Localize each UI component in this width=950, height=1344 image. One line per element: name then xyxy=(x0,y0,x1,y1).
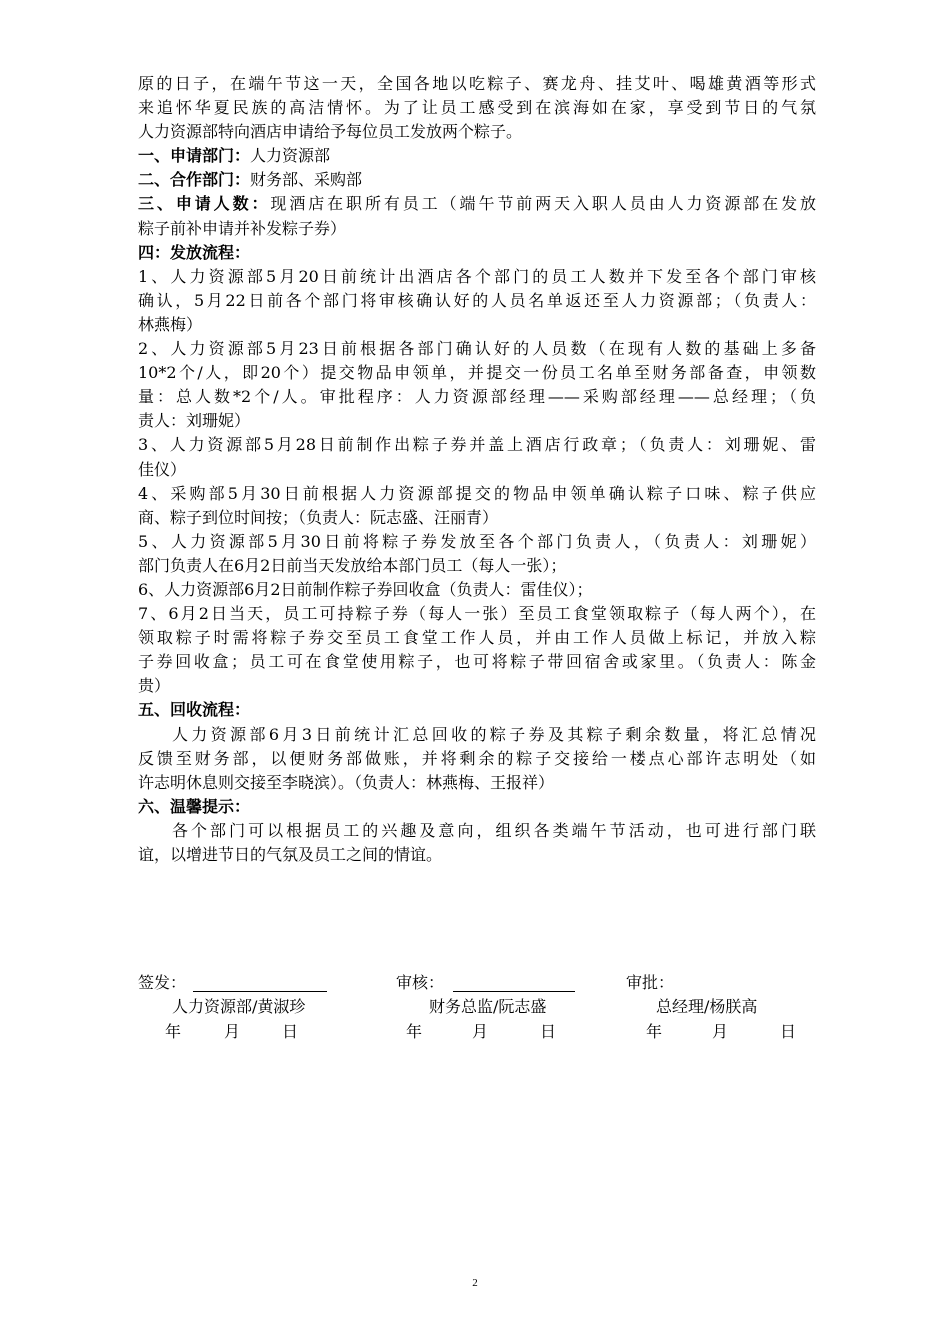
date-year: 年 xyxy=(165,1022,182,1041)
section-heading: 三、申请人数： xyxy=(138,194,271,214)
tip-line: 各个部门可以根据员工的兴趣及意向，组织各类端午节活动，也可进行部门联 xyxy=(172,820,816,840)
process-line: 商、粽子到位时间按；（负责人：阮志盛、汪丽青） xyxy=(138,507,499,527)
process-line: 5、人力资源部5月30日前将粽子券发放至各个部门负责人，（负责人：刘珊妮） xyxy=(138,531,816,551)
section-apply-count xyxy=(138,192,816,216)
issue-signature-line xyxy=(193,991,327,992)
process-line: 确认，5月22日前各个部门将审核确认好的人员名单返还至人力资源部；（负责人： xyxy=(138,290,816,310)
process-line: 子券回收盒；员工可在食堂使用粽子，也可将粽子带回宿舍或家里。（负责人：陈金 xyxy=(138,652,816,672)
section-text: 人力资源部 xyxy=(250,146,331,166)
section-heading: 一、申请部门： xyxy=(138,146,251,166)
recovery-line: 人力资源部6月3日前统计汇总回收的粽子券及其粽子剩余数量，将汇总情况 xyxy=(172,724,816,744)
tip-line: 谊，以增进节日的气氛及员工之间的情谊。 xyxy=(138,845,443,864)
date-day: 日 xyxy=(780,1022,797,1041)
date-month: 月 xyxy=(224,1022,241,1041)
process-line: 6、人力资源部6月2日前制作粽子券回收盒（负责人：雷佳仪）； xyxy=(138,579,593,599)
process-line: 7、6月2日当天，员工可持粽子券（每人一张）至员工食堂领取粽子（每人两个），在 xyxy=(138,604,816,624)
process-line: 2、人力资源部5月23日前根据各部门确认好的人员数（在现有人数的基础上多备 xyxy=(138,339,816,359)
process-line: 领取粽子时需将粽子券交至员工食堂工作人员，并由工作人员做上标记，并放入粽 xyxy=(138,628,816,648)
section-heading: 六、温馨提示： xyxy=(138,796,251,816)
document-body xyxy=(138,72,816,867)
date-month: 月 xyxy=(472,1022,489,1041)
date-month: 月 xyxy=(712,1022,729,1041)
issue-label: 签发： xyxy=(138,973,187,992)
process-line: 4、采购部5月30日前根据人力资源部提交的物品申领单确认粽子口味、粽子供应 xyxy=(138,483,816,503)
process-line: 佳仪） xyxy=(138,459,187,479)
process-line: 责人：刘珊妮） xyxy=(138,411,251,431)
process-line: 3、人力资源部5月28日前制作出粽子券并盖上酒店行政章；（负责人：刘珊妮、雷 xyxy=(138,435,816,455)
process-line: 林燕梅） xyxy=(138,314,203,334)
process-line: 1、人力资源部5月20日前统计出酒店各个部门的员工人数并下发至各个部门审核 xyxy=(138,266,816,286)
date-day: 日 xyxy=(282,1022,299,1041)
process-line: 量：总人数*2个/人。审批程序：人力资源部经理——采购部经理——总经理；（负 xyxy=(138,387,816,407)
section-text: 现酒店在职所有员工（端午节前两天入职人员由人力资源部在发放 xyxy=(270,194,816,214)
recovery-line: 许志明休息则交接至李晓滨）。（负责人：林燕梅、王报祥） xyxy=(138,772,555,792)
date-year: 年 xyxy=(646,1022,663,1041)
section-coop-dept xyxy=(138,168,816,192)
approve-label: 审批： xyxy=(626,973,675,992)
date-day: 日 xyxy=(540,1022,557,1041)
recovery-line: 反馈至财务部，以便财务部做账，并将剩余的粽子交接给一楼点心部许志明处（如 xyxy=(138,748,816,768)
intro-line: 原的日子，在端午节这一天，全国各地以吃粽子、赛龙舟、挂艾叶、喝雄黄酒等形式 xyxy=(138,74,816,93)
intro-line: 人力资源部特向酒店申请给予每位员工发放两个粽子。 xyxy=(138,122,523,142)
page-number: 2 xyxy=(472,1277,478,1289)
intro-line: 来追怀华夏民族的高洁情怀。为了让员工感受到在滨海如在家，享受到节日的气氛 xyxy=(138,98,816,118)
process-line: 部门负责人在6月2日前当天发放给本部门员工（每人一张）； xyxy=(138,555,567,575)
date-year: 年 xyxy=(406,1022,423,1041)
process-line: 10*2个/人，即20个）提交物品申领单，并提交一份员工名单至财务部备查，申领数 xyxy=(138,363,816,383)
section-text: 财务部、采购部 xyxy=(250,170,363,190)
review-signer: 财务总监/阮志盛 xyxy=(429,997,547,1016)
process-line: 贵） xyxy=(138,676,171,696)
section-heading: 四：发放流程： xyxy=(138,242,251,262)
approve-signer: 总经理/杨朕高 xyxy=(656,997,758,1016)
section-heading: 二、合作部门： xyxy=(138,170,251,190)
section-text-line: 粽子前补申请并补发粽子券） xyxy=(138,218,347,238)
review-label: 审核： xyxy=(396,973,445,992)
section-apply-dept xyxy=(138,144,816,168)
section-heading: 五、回收流程： xyxy=(138,700,251,720)
issue-signer: 人力资源部/黄淑珍 xyxy=(172,997,306,1016)
review-signature-line xyxy=(453,991,575,992)
